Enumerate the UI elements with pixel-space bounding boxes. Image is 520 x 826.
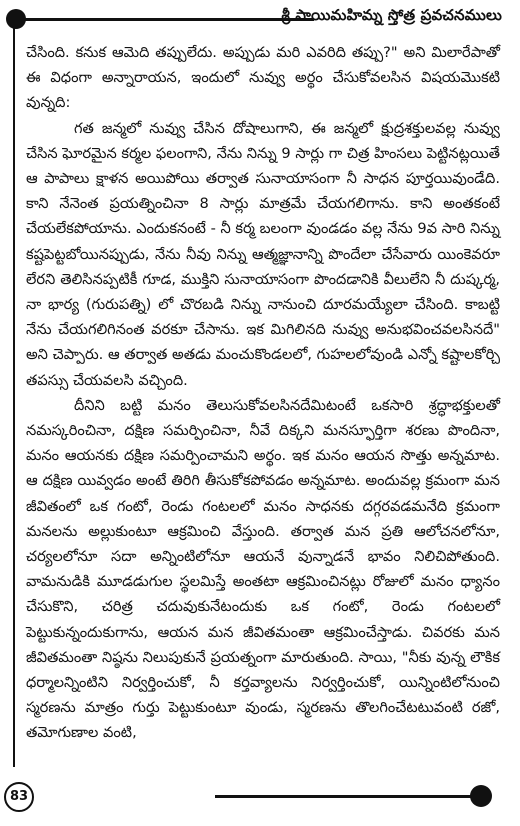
footer-rule bbox=[215, 795, 485, 798]
paragraph: దీనిని బట్టి మనం తెలుసుకోవలసినదేమిటంటే ఒకసారి శ్రద్ధాభక్తులతో నమస్కరించినా, దక్షిణ సమర్పించినా, నీవే దిక్కని మనస్ఫూర్తిగా శరణు పొందినా, మనం ఆయనకు దక్షిణ సమర్పించామని అర్థం. ఇక మనం ఆయన సొత్తు అన్నమాట. ఆ దక్షిణ యివ్వడం అంటే తిరిగి తీసుకోకపోవడం అన్నమాట. అందువల్ల క్రమంగా మన జీవితంలో ఒక గంటో, రెండు గంటలలో మనం సాధనకు దగ్గరవడమనేది క్రమంగా మనలను అల్లుకుంటూ ఆక్రమించి వేస్తుంది. తర్వాత మన ప్రతి ఆలోచనలోనూ, చర్యలలోనూ సదా అన్నింటిలోనూ ఆయనే వున్నాడనే భావం నిలిచిపోతుంది. వామనుడికి మూడడుగుల స్థలమిస్తే అంతటా ఆక్రమించినట్లు రోజులో మనం ధ్యానం చేసుకొని, చరిత్ర చదువుకునేటందుకు ఒక గంటో, రెండు గంటలలో పెట్టుకున్నందుకుగాను, ఆయన మన జీవితమంతా ఆక్రమించేస్తాడు. చివరకు మన జీవితమంతా నిష్ఠను నిలుపుకునే ప్రయత్నంగా మారుతుంది. సాయి, "నీకు వున్న లౌకిక ధర్మాలన్నింటిని నిర్వర్తించుకో, నీ కర్తవ్యాలను నిర్వర్తించుకో, యిన్నింటిలోనుంచి స్మరణను మాత్రం గుర్తు పెట్టుకుంటూ వుండు, స్మరణను తొలగించేటటువంటి రజో, తమోగుణాల వంటి, bbox=[26, 396, 500, 742]
page-number-badge: 83 bbox=[4, 782, 34, 812]
left-margin-rule bbox=[13, 22, 15, 767]
footer-ornament-dot bbox=[470, 785, 492, 807]
running-header-title: శ్రీ సాయిమహిమ్న స్తోత్ర ప్రవచనములు bbox=[281, 6, 502, 24]
paragraph: గత జన్మలో నువ్వు చేసిన దోషాలుగాని, ఈ జన్మలో క్షుద్రశక్తులవల్ల నువ్వు చేసిన ఘోరమైన కర్మల ఫలంగాని, నేను నిన్ను 9 సార్లు గా చిత్ర హింసలు పెట్టినట్లయితే ఆ పాపాలు క్షాళన అయిపోయి తర్వాత సునాయాసంగా నీ సాధన పూర్తయివుండేది. కాని నేనెంత ప్రయత్నించినా 8 సార్లు మాత్రమే చేయగలిగాను. కాని అంతకంటే చేయలేకపోయాను. ఎందుకనంటే - నీ కర్మ బలంగా వుండడం వల్ల నేను 9వ సారి నిన్ను కష్టపెట్టబోయినప్పుడు, నేను నీవు నిన్ను ఆత్మజ్ఞానాన్ని పొందేలా చేసేవారు యింకెవరూ లేరని తెలిసినప్పటికీ గూడ, ముక్తిని సునాయాసంగా పొందడానికి వీలులేని నీ దుష్కర్మ, నా భార్య (గురుపత్ని) లో చొరబడి నిన్ను నానుంచి దూరమయ్యేలా చేసింది. కాబట్టి నేను చేయగలిగినంత వరకూ చేసాను. ఇక మిగిలినది నువ్వు అనుభవించవలసినదే" అని చెప్పారు. ఆ తర్వాత అతడు మంచుకొండలలో, గుహలలోవుండి ఎన్నో కష్టాలకోర్చి తపస్సు చేయవలసి వచ్చింది. bbox=[26, 119, 500, 389]
paragraph: చేసింది. కనుక ఆమెది తప్పులేదు. అప్పుడు మరి ఎవరిది తప్పు?" అని మిలారేపాతో ఈ విధంగా అన్నారాయన, ఇందులో నువ్వు అర్థం చేసుకోవలసిన విషయమొకటి వున్నది: bbox=[26, 44, 500, 112]
header-rule bbox=[14, 18, 314, 21]
page-body bbox=[26, 40, 500, 746]
